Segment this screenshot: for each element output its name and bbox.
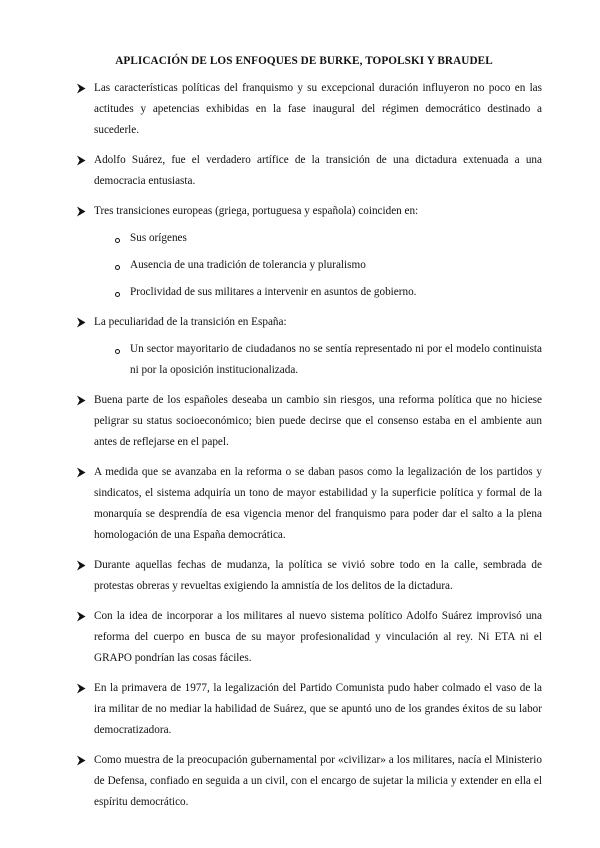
list-item-text: Tres transiciones europeas (griega, portuguesa y española) coinciden en: <box>94 205 419 217</box>
sub-list-item-text: Proclividad de sus militares a intervenir en asuntos de gobierno. <box>130 286 417 298</box>
arrow-bullet-icon <box>76 83 86 94</box>
arrow-bullet-icon <box>76 611 86 622</box>
list-item-text: Adolfo Suárez, fue el verdadero artífice de la transición de una dictadura extenuada a una democracia entusiasta. <box>94 154 542 187</box>
list-item-text: Como muestra de la preocupación gubernamental por «civilizar» a los militares, nacía el Ministerio de Defensa, confiado en seguida a un civil, con el encargo de sujetar la milicia y extender en ella el espíritu democrático. <box>94 754 542 808</box>
sub-list <box>94 339 542 381</box>
circle-bullet-icon <box>115 265 120 270</box>
circle-bullet-icon <box>115 349 120 354</box>
sub-list-item-text: Sus orígenes <box>130 232 187 244</box>
list-item-text: Con la idea de incorporar a los militares al nuevo sistema político Adolfo Suárez improvisó una reforma del cuerpo en busca de su mayor profesionalidad y vinculación al rey. Ni ETA ni el GRAPO pondrían las cosas fáciles. <box>94 610 542 664</box>
arrow-bullet-icon <box>76 206 86 217</box>
sub-list <box>94 228 542 303</box>
list-item <box>78 606 542 669</box>
circle-bullet-icon <box>115 292 120 297</box>
document-title: APLICACIÓN DE LOS ENFOQUES DE BURKE, TOPOLSKI Y BRAUDEL <box>115 55 493 67</box>
list-item <box>78 390 542 453</box>
list-item-text: Buena parte de los españoles deseaba un cambio sin riesgos, una reforma política que no hiciese peligrar su status socioeconómico; bien puede decirse que el consenso estaba en el ambiente aun antes de reflejarse en el papel. <box>94 394 542 448</box>
sub-list-item-text: Un sector mayoritario de ciudadanos no se sentía representado ni por el modelo continuista ni por la oposición institucionalizada. <box>130 343 542 376</box>
list-item <box>78 78 542 141</box>
arrow-bullet-icon <box>76 560 86 571</box>
list-item <box>78 555 542 597</box>
list-item-text: Las características políticas del franquismo y su excepcional duración influyeron no poco en las actitudes y apetencias exhibidas en la fase inaugural del régimen democrático destinado a sucederle. <box>94 82 542 136</box>
arrow-bullet-icon <box>76 755 86 766</box>
arrow-bullet-icon <box>76 683 86 694</box>
list-item-text: La peculiaridad de la transición en España: <box>94 316 287 328</box>
circle-bullet-icon <box>115 238 120 243</box>
sub-list-item <box>94 282 542 303</box>
list-item-text: En la primavera de 1977, la legalización del Partido Comunista pudo haber colmado el vaso de la ira militar de no mediar la habilidad de Suárez, que se apuntó uno de los grandes éxitos de su labor democratizadora. <box>94 682 542 736</box>
list-item <box>78 462 542 546</box>
arrow-bullet-icon <box>76 467 86 478</box>
list-item-text: Durante aquellas fechas de mudanza, la política se vivió sobre todo en la calle, sembrada de protestas obreras y revueltas exigiendo la amnistía de los delitos de la dictadura. <box>94 559 542 592</box>
arrow-bullet-icon <box>76 395 86 406</box>
list-item <box>78 312 542 381</box>
sub-list-item-text: Ausencia de una tradición de tolerancia y pluralismo <box>130 259 366 271</box>
list-item <box>78 150 542 192</box>
bullet-list <box>78 78 542 813</box>
sub-list-item <box>94 339 542 381</box>
arrow-bullet-icon <box>76 155 86 166</box>
list-item <box>78 750 542 813</box>
sub-list-item <box>94 228 542 249</box>
list-item <box>78 678 542 741</box>
arrow-bullet-icon <box>76 317 86 328</box>
sub-list-item <box>94 255 542 276</box>
list-item-text: A medida que se avanzaba en la reforma o se daban pasos como la legalización de los partidos y sindicatos, el sistema adquiría un tono de mayor estabilidad y la superficie política y formal de la monarquía se desprendía de esa vigencia menor del franquismo para poder dar el salto a la plena homologación de una España democrática. <box>94 466 542 541</box>
list-item <box>78 201 542 303</box>
